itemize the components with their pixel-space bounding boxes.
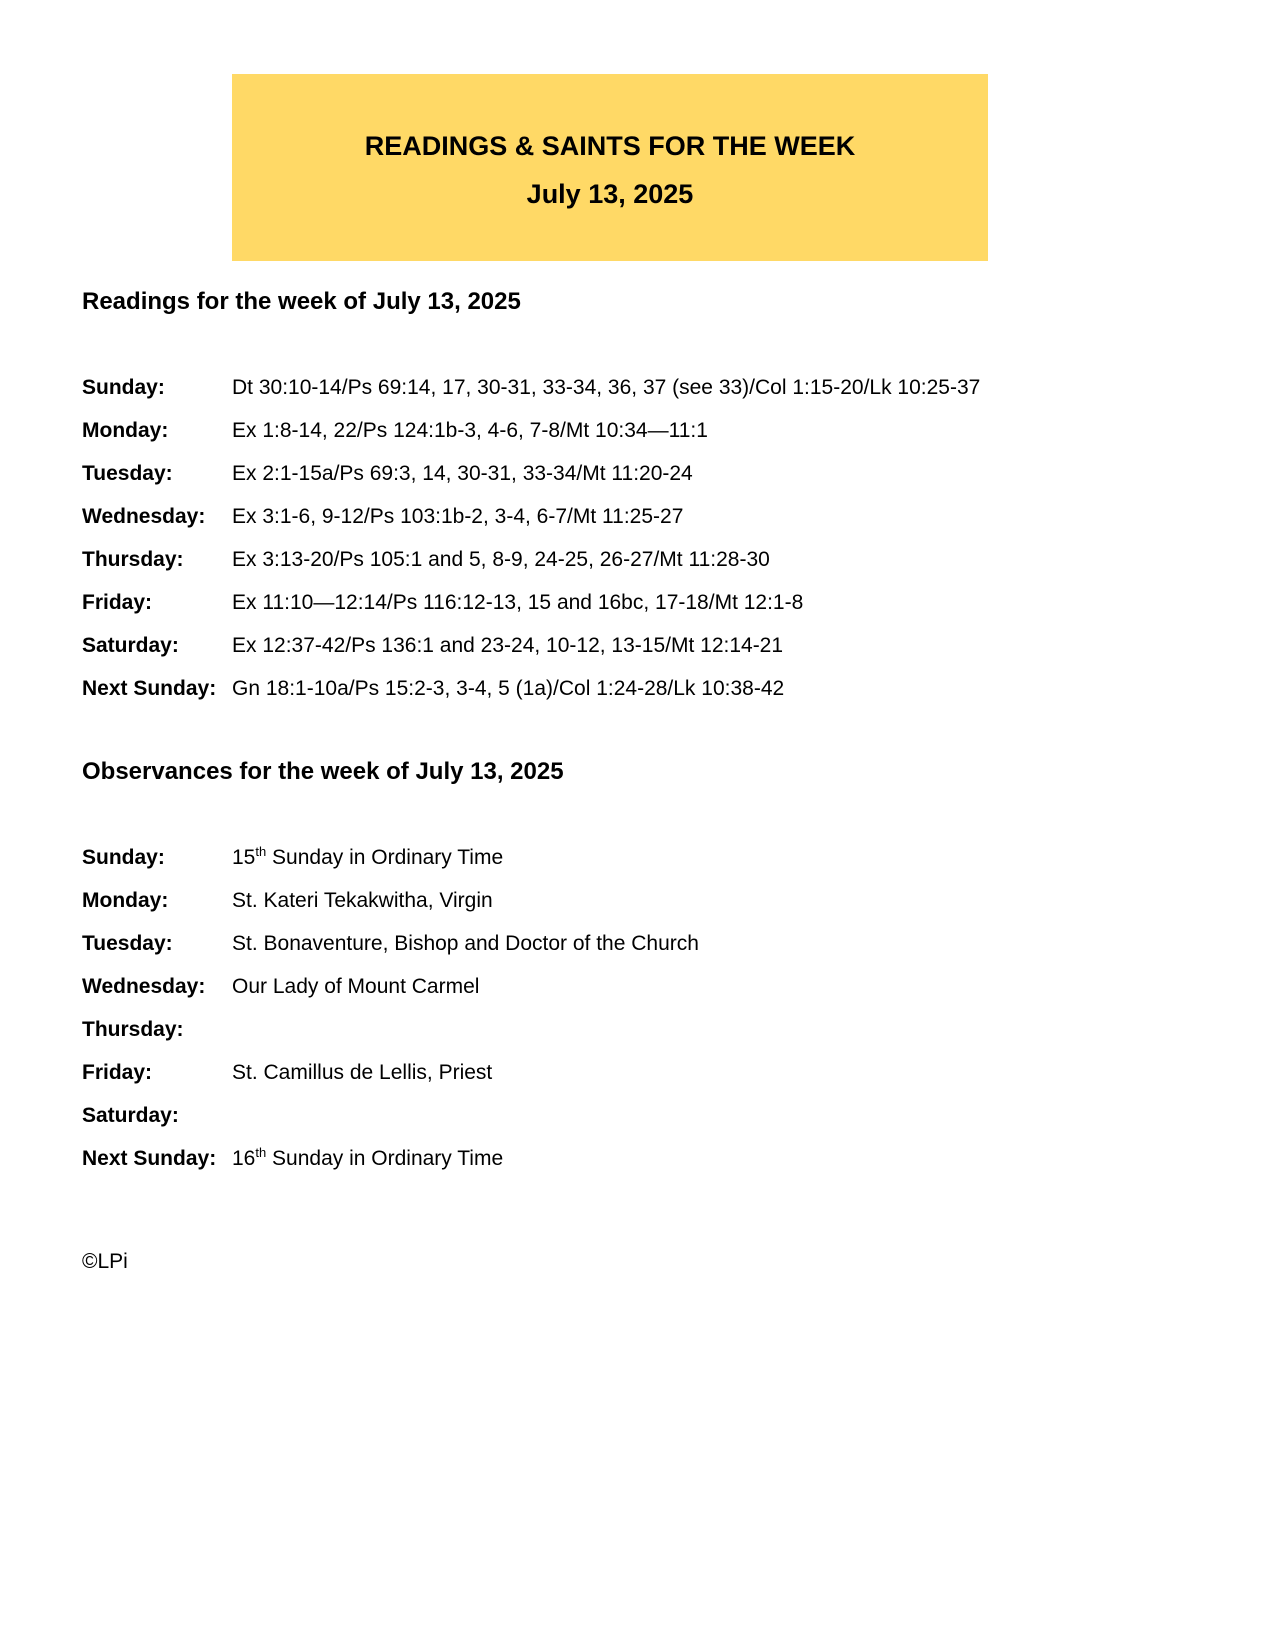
- observance-row: [82, 1101, 1232, 1144]
- observance-text: St. Camillus de Lellis, Priest: [232, 1061, 493, 1084]
- observance-text: [232, 1144, 1232, 1174]
- readings-row: [82, 416, 1232, 459]
- day-label: Thursday:: [82, 548, 184, 571]
- readings-row: [82, 631, 1232, 674]
- observance-row: [82, 972, 1232, 1015]
- reading-text: Ex 11:10—12:14/Ps 116:12-13, 15 and 16bc, 17-18/Mt 12:1-8: [232, 591, 804, 614]
- observance-row: [82, 843, 1232, 886]
- day-label: Sunday:: [82, 376, 165, 399]
- observance-name: Sunday in Ordinary Time: [266, 846, 504, 869]
- reading-text: Ex 1:8-14, 22/Ps 124:1b-3, 4-6, 7-8/Mt 10:34—11:1: [232, 419, 708, 442]
- reading-text: Ex 3:13-20/Ps 105:1 and 5, 8-9, 24-25, 26-27/Mt 11:28-30: [232, 548, 770, 571]
- day-label: Wednesday:: [82, 975, 206, 998]
- ordinal-number: 15: [232, 846, 256, 869]
- readings-heading: Readings for the week of July 13, 2025: [82, 288, 521, 315]
- observance-row: [82, 1015, 1232, 1058]
- banner-title: READINGS & SAINTS FOR THE WEEK: [364, 131, 856, 161]
- observances-list: [82, 843, 1232, 1187]
- day-label: Saturday:: [82, 634, 179, 657]
- day-label: Tuesday:: [82, 932, 173, 955]
- banner-date: July 13, 2025: [526, 179, 694, 209]
- ordinal-suffix: th: [255, 844, 267, 859]
- ordinal-suffix: th: [255, 1145, 267, 1160]
- day-label: Monday:: [82, 419, 169, 442]
- observances-heading: Observances for the week of July 13, 2025: [82, 758, 564, 785]
- title-banner: [232, 74, 988, 261]
- day-label: Sunday:: [82, 846, 165, 869]
- day-label: Saturday:: [82, 1104, 179, 1127]
- copyright-notice: ©LPi: [82, 1250, 128, 1273]
- reading-text: Ex 2:1-15a/Ps 69:3, 14, 30-31, 33-34/Mt 11:20-24: [232, 462, 693, 485]
- readings-row: [82, 502, 1232, 545]
- readings-row: [82, 588, 1232, 631]
- observance-text: St. Kateri Tekakwitha, Virgin: [232, 889, 493, 912]
- observance-name: Sunday in Ordinary Time: [266, 1147, 504, 1170]
- day-label: Tuesday:: [82, 462, 173, 485]
- day-label: Next Sunday:: [82, 677, 217, 700]
- observance-text: St. Bonaventure, Bishop and Doctor of the Church: [232, 932, 699, 955]
- day-label: Friday:: [82, 591, 153, 614]
- day-label: Monday:: [82, 889, 169, 912]
- reading-text: Ex 3:1-6, 9-12/Ps 103:1b-2, 3-4, 6-7/Mt 11:25-27: [232, 505, 684, 528]
- readings-row: [82, 373, 1232, 416]
- observance-text: Our Lady of Mount Carmel: [232, 975, 480, 998]
- day-label: Wednesday:: [82, 505, 206, 528]
- readings-row: [82, 545, 1232, 588]
- observance-row: [82, 1058, 1232, 1101]
- reading-text: Gn 18:1-10a/Ps 15:2-3, 3-4, 5 (1a)/Col 1:24-28/Lk 10:38-42: [232, 677, 785, 700]
- observance-row: [82, 929, 1232, 972]
- reading-text: Dt 30:10-14/Ps 69:14, 17, 30-31, 33-34, 36, 37 (see 33)/Col 1:15-20/Lk 10:25-37: [232, 376, 981, 399]
- reading-text: Ex 12:37-42/Ps 136:1 and 23-24, 10-12, 13-15/Mt 12:14-21: [232, 634, 784, 657]
- day-label: Thursday:: [82, 1018, 184, 1041]
- day-label: Friday:: [82, 1061, 153, 1084]
- observance-row: [82, 886, 1232, 929]
- readings-row: [82, 459, 1232, 502]
- day-label: Next Sunday:: [82, 1147, 217, 1170]
- observance-row: [82, 1144, 1232, 1187]
- observance-text: [232, 843, 1232, 873]
- readings-list: [82, 373, 1232, 717]
- readings-row: [82, 674, 1232, 717]
- ordinal-number: 16: [232, 1147, 256, 1170]
